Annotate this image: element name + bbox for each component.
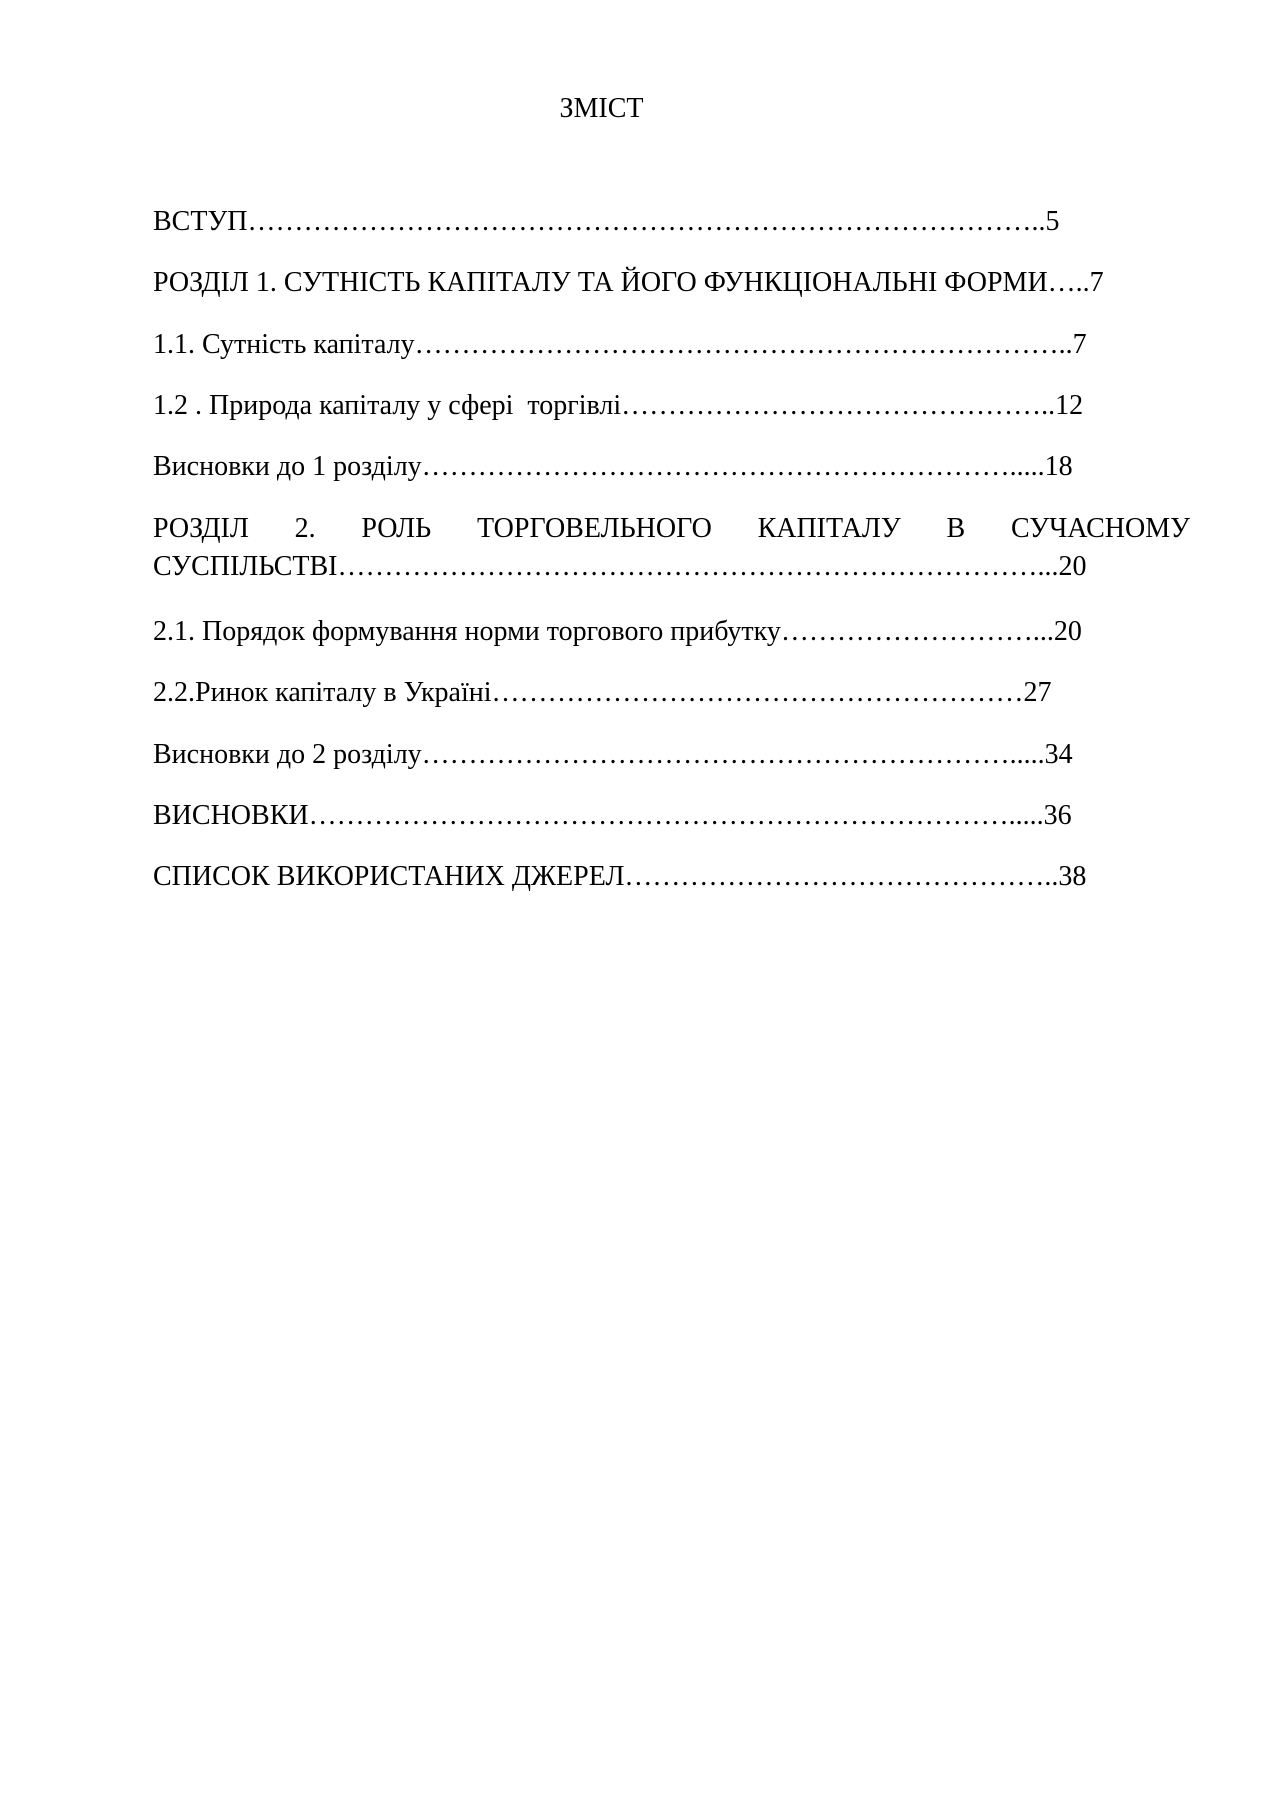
toc-entry-conclusions: ВИСНОВКИ………………………………………………………………….....36 [153, 800, 1072, 831]
toc-word: 2. [294, 513, 316, 544]
toc-word: РОЗДІЛ [153, 513, 249, 544]
toc-word: СУЧАСНОМУ [1010, 513, 1190, 544]
toc-entry-section-2-heading [153, 512, 1190, 546]
toc-entry-intro: ВСТУП…………………………………………………………………………..5 [153, 206, 1060, 237]
toc-entry-section-2-continuation: СУСПІЛЬСТВІ…………………………………………………………………...20 [153, 551, 1087, 582]
toc-entry-references: СПИСОК ВИКОРИСТАНИХ ДЖЕРЕЛ………………………………………..38 [153, 861, 1087, 892]
toc-entry-2-2: 2.2.Ринок капіталу в Україні…………………………………………………27 [153, 677, 1052, 708]
toc-word: РОЛЬ [361, 513, 432, 544]
toc-entry-conclusions-2: Висновки до 2 розділу……………………………………………………….....34 [153, 739, 1073, 770]
toc-word: В [946, 513, 966, 544]
toc-entry-section-1: РОЗДІЛ 1. СУТНІСТЬ КАПІТАЛУ ТА ЙОГО ФУНКЦІОНАЛЬНІ ФОРМИ…..7 [153, 267, 1104, 298]
toc-word: ТОРГОВЕЛЬНОГО [476, 513, 712, 544]
page-title: ЗМІСТ [559, 93, 644, 124]
toc-entry-2-1: 2.1. Порядок формування норми торгового прибутку………………………...20 [153, 616, 1082, 647]
toc-entry-1-2: 1.2 . Природа капіталу у сфері торгівлі………………………………………..12 [153, 390, 1084, 421]
toc-word: КАПІТАЛУ [757, 513, 901, 544]
toc-entry-conclusions-1: Висновки до 1 розділу……………………………………………………….....18 [153, 451, 1073, 482]
toc-entry-1-1: 1.1. Сутність капіталу……………………………………………………………..7 [153, 329, 1087, 360]
